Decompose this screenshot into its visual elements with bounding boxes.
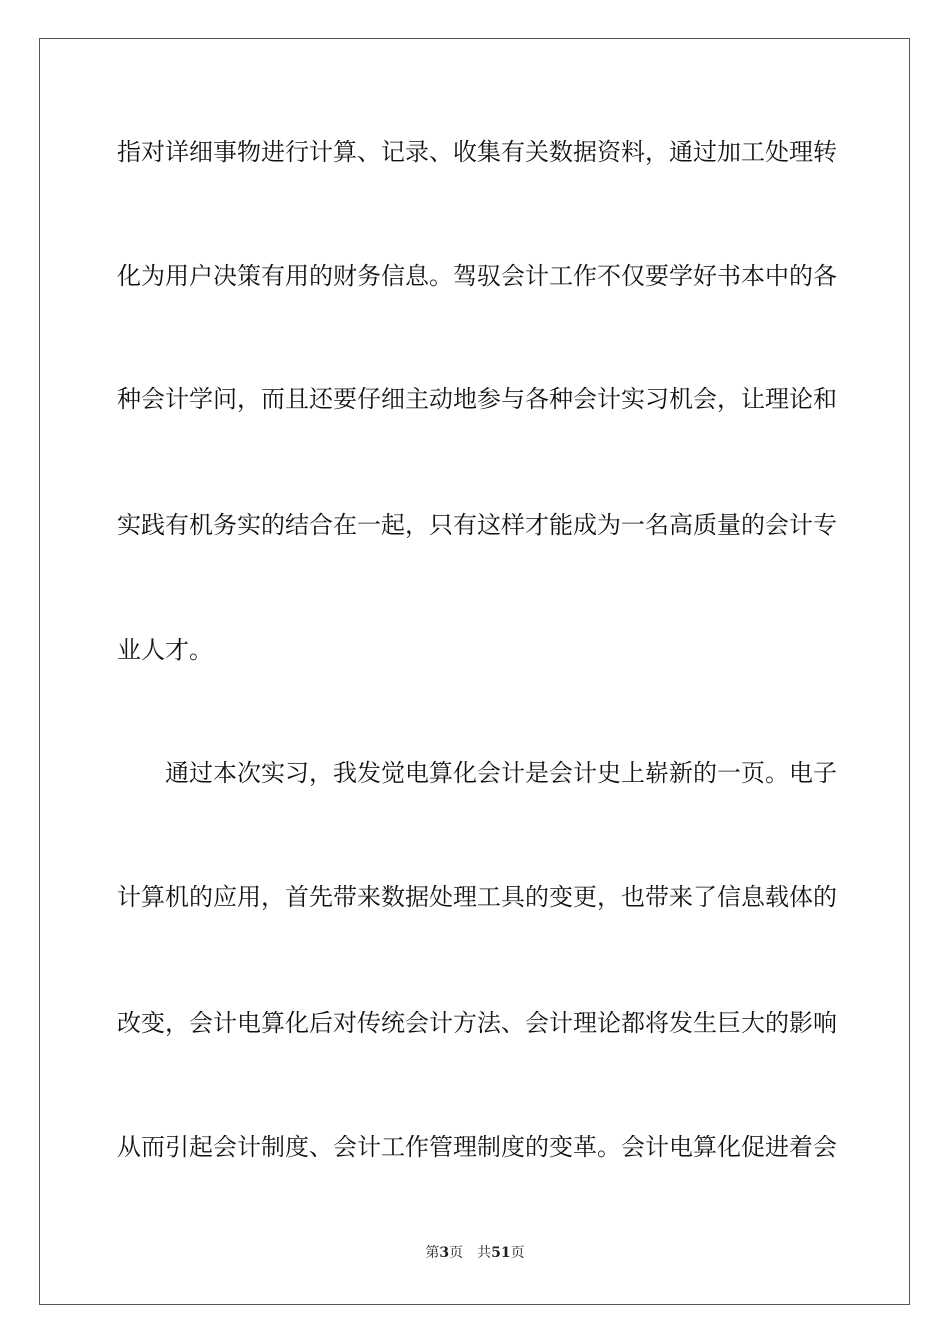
page-frame bbox=[39, 38, 910, 1305]
text-line-5: 业人才。 bbox=[117, 636, 213, 664]
footer-page-suffix: 页 bbox=[449, 1245, 464, 1261]
text-line-9: 从而引起会计制度、会计工作管理制度的变革。会计电算化促进着会 bbox=[117, 1133, 837, 1161]
text-line-7: 计算机的应用，首先带来数据处理工具的变更，也带来了信息载体的 bbox=[117, 883, 837, 911]
text-line-3: 种会计学问，而且还要仔细主动地参与各种会计实习机会，让理论和 bbox=[117, 385, 837, 413]
text-line-1: 指对详细事物进行计算、记录、收集有关数据资料，通过加工处理转 bbox=[117, 138, 837, 166]
footer-total-prefix: 共 bbox=[477, 1245, 492, 1261]
text-line-4: 实践有机务实的结合在一起，只有这样才能成为一名高质量的会计专 bbox=[117, 511, 837, 539]
footer-total-pages: 51 bbox=[491, 1245, 511, 1261]
text-line-6-paragraph-start: 通过本次实习，我发觉电算化会计是会计史上崭新的一页。电子 bbox=[165, 759, 837, 787]
footer-page-prefix: 第 bbox=[425, 1245, 440, 1261]
footer-page-number: 3 bbox=[439, 1245, 450, 1261]
page-footer bbox=[0, 1244, 950, 1262]
text-line-8: 改变，会计电算化后对传统会计方法、会计理论都将发生巨大的影响 bbox=[117, 1009, 837, 1037]
text-line-2: 化为用户决策有用的财务信息。驾驭会计工作不仅要学好书本中的各 bbox=[117, 262, 837, 290]
footer-total-suffix: 页 bbox=[510, 1245, 525, 1261]
